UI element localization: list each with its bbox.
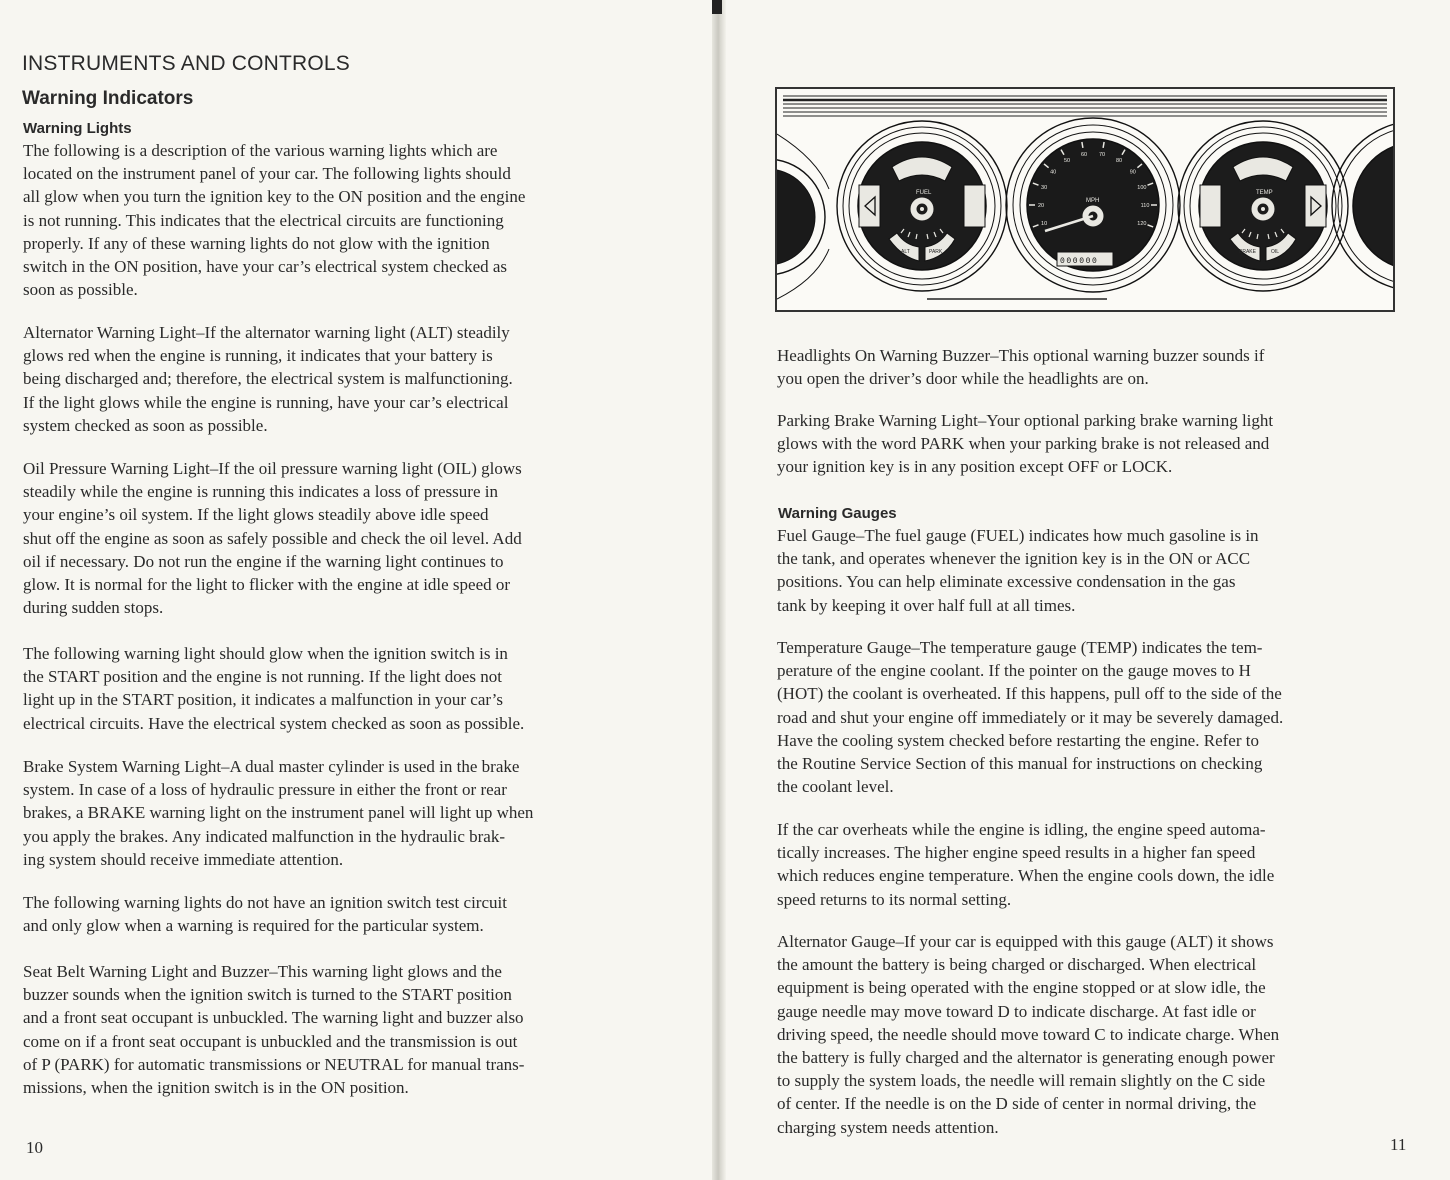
- text-line: The following warning light should glow when the ignition switch is in: [23, 644, 508, 663]
- text-line: Parking Brake Warning Light–Your optional parking brake warning light: [777, 411, 1274, 430]
- text-line: glows red when the engine is running, it indicates that your battery is: [23, 346, 493, 366]
- text-line: your ignition key is in any position except OFF or LOCK.: [777, 457, 1173, 477]
- text-line: brakes, a BRAKE warning light on the instrument panel will light up when: [23, 803, 534, 823]
- text-line: of center. If the needle is on the D side of center in normal driving, the: [777, 1094, 1257, 1114]
- text-line: charging system needs attention.: [777, 1117, 999, 1137]
- text-line: If the light glows while the engine is running, have your car’s electrical: [23, 392, 509, 412]
- section-title: INSTRUMENTS AND CONTROLS: [22, 52, 350, 75]
- text-line: of P (PARK) for automatic transmissions or NEUTRAL for manual trans-: [23, 1054, 525, 1074]
- text-line: and only glow when a warning is required for the particular system.: [23, 916, 484, 936]
- text-line: which reduces engine temperature. When the engine cools down, the idle: [777, 866, 1275, 886]
- text-line: glow. It is normal for the light to flicker with the engine at idle speed or: [23, 575, 511, 595]
- text-line: the START position and the engine is not running. If the light does not: [23, 667, 502, 687]
- oil-label: OIL: [1271, 249, 1280, 255]
- odometer: 000000: [1060, 257, 1099, 266]
- paragraph-alternator-gauge: [777, 930, 1279, 1139]
- speed-tick-label: 90: [1129, 169, 1136, 176]
- left-page: [0, 0, 715, 1180]
- text-line: Fuel Gauge–The fuel gauge (FUEL) indicates how much gasoline is in: [777, 526, 1259, 545]
- text-line: driving speed, the needle should move toward C to indicate charge. When: [777, 1024, 1280, 1044]
- paragraph-headlights-buzzer: [777, 344, 1264, 390]
- text-line: the amount the battery is being charged or discharged. When electrical: [777, 955, 1257, 975]
- text-line: is not running. This indicates that the electrical circuits are functioning: [23, 210, 504, 230]
- text-line: come on if a front seat occupant is unbuckled and the transmission is out: [23, 1031, 518, 1051]
- text-line: tank by keeping it over half full at all times.: [777, 595, 1076, 615]
- text-line: your engine’s oil system. If the light glows steadily above idle speed: [23, 505, 489, 525]
- paragraph-parking-brake: [777, 409, 1273, 479]
- paragraph-intro: [23, 139, 525, 301]
- text-line: missions, when the ignition switch is in the ON position.: [23, 1078, 409, 1098]
- text-line: The following warning lights do not have an ignition switch test circuit: [23, 893, 507, 912]
- brake-label: BRAKE: [1239, 249, 1256, 255]
- text-line: light up in the START position, it indicates a malfunction in your car’s: [23, 690, 504, 710]
- text-line: the tank, and operates whenever the ignition key is in the ON or ACC: [777, 549, 1251, 569]
- text-line: electrical circuits. Have the electrical system checked as soon as possible.: [23, 713, 525, 733]
- text-line: Oil Pressure Warning Light–If the oil pressure warning light (OIL) glows: [23, 459, 522, 478]
- paragraph-oil-pressure-light: [23, 457, 522, 619]
- paragraph-temperature-gauge: [777, 636, 1283, 798]
- text-line: ing system should receive immediate attention.: [23, 849, 344, 869]
- speed-tick-label: 70: [1098, 151, 1106, 158]
- speed-tick-label: 10: [1041, 220, 1048, 227]
- gutter-shadow: [712, 0, 722, 14]
- text-line: located on the instrument panel of your car. The following lights should: [23, 164, 511, 184]
- text-line: perature of the engine coolant. If the pointer on the gauge moves to H: [777, 661, 1251, 681]
- speed-tick-label: 100: [1137, 185, 1147, 192]
- text-line: during sudden stops.: [23, 598, 164, 618]
- text-line: buzzer sounds when the ignition switch is turned to the START position: [23, 985, 512, 1005]
- text-line: oil if necessary. Do not run the engine if the warning light continues to: [23, 551, 504, 571]
- paragraph-start-position: [23, 642, 524, 735]
- temp-label: TEMP: [1256, 190, 1273, 196]
- text-line: speed returns to its normal setting.: [777, 889, 1012, 909]
- text-line: Have the cooling system checked before restarting the engine. Refer to: [777, 730, 1259, 750]
- text-line: gauge needle may move toward D to indicate discharge. At fast idle or: [777, 1001, 1256, 1021]
- text-line: being discharged and; therefore, the electrical system is malfunctioning.: [23, 369, 513, 389]
- text-line: Temperature Gauge–The temperature gauge (TEMP) indicates the tem-: [777, 638, 1263, 657]
- speed-tick-label: 30: [1041, 185, 1048, 192]
- paragraph-seat-belt: [23, 960, 524, 1099]
- text-line: Alternator Warning Light–If the alternator warning light (ALT) steadily: [23, 323, 510, 342]
- page-number-right: 11: [1390, 1135, 1407, 1154]
- paragraph-overheat-idle: [777, 818, 1274, 911]
- text-line: road and shut your engine off immediately or it may be severely damaged.: [777, 707, 1284, 727]
- right-page: [722, 0, 1450, 1180]
- alt-label: ALT: [901, 249, 910, 255]
- text-line: glows with the word PARK when your parking brake is not released and: [777, 434, 1270, 454]
- warning-gauges-heading: Warning Gauges: [778, 505, 897, 522]
- speed-tick-label: 80: [1115, 158, 1123, 164]
- text-line: the coolant level.: [777, 777, 894, 797]
- text-line: positions. You can help eliminate excessive condensation in the gas: [777, 572, 1236, 592]
- page-number-left: 10: [26, 1138, 43, 1157]
- text-line: all glow when you turn the ignition key to the ON position and the engine: [23, 187, 526, 207]
- text-line: steadily while the engine is running this indicates a loss of pressure in: [23, 482, 498, 502]
- text-line: you open the driver’s door while the headlights are on.: [777, 369, 1149, 389]
- text-line: you apply the brakes. Any indicated malfunction in the hydraulic brak-: [23, 826, 506, 846]
- text-line: (HOT) the coolant is overheated. If this happens, pull off to the side of the: [777, 684, 1282, 704]
- text-line: switch in the ON position, have your car’s electrical system checked as: [23, 257, 508, 277]
- paragraph-alternator-light: [23, 321, 513, 437]
- subsection-title: Warning Indicators: [22, 88, 194, 109]
- text-line: The following is a description of the various warning lights which are: [23, 141, 498, 160]
- text-line: shut off the engine as soon as safely possible and check the oil level. Add: [23, 528, 522, 548]
- text-line: the Routine Service Section of this manual for instructions on checking: [777, 754, 1263, 774]
- speed-tick-label: 120: [1137, 220, 1147, 227]
- text-line: and a front seat occupant is unbuckled. The warning light and buzzer also: [23, 1008, 524, 1028]
- text-line: Seat Belt Warning Light and Buzzer–This warning light glows and the: [23, 962, 502, 981]
- text-line: Brake System Warning Light–A dual master cylinder is used in the brake: [23, 757, 520, 776]
- text-line: Alternator Gauge–If your car is equipped with this gauge (ALT) it shows: [777, 932, 1274, 951]
- warning-lights-heading: Warning Lights: [23, 120, 132, 137]
- text-line: equipment is being operated with the engine stopped or at slow idle, the: [777, 978, 1266, 998]
- mph-label: MPH: [1086, 198, 1100, 204]
- speed-tick-label: 110: [1140, 203, 1150, 209]
- text-line: tically increases. The higher engine speed results in a higher fan speed: [777, 843, 1256, 863]
- speed-tick-label: 60: [1080, 151, 1088, 158]
- text-line: If the car overheats while the engine is idling, the engine speed automa-: [777, 820, 1266, 839]
- text-line: properly. If any of these warning lights do not glow with the ignition: [23, 233, 490, 253]
- speed-tick-label: 20: [1037, 203, 1045, 209]
- text-line: system checked as soon as possible.: [23, 415, 268, 435]
- text-line: to supply the system loads, the needle will remain slightly on the C side: [777, 1071, 1266, 1091]
- text-line: the battery is fully charged and the alternator is generating enough power: [777, 1048, 1275, 1068]
- paragraph-no-test-circuit: [23, 891, 507, 937]
- paragraph-fuel-gauge: [777, 524, 1259, 617]
- text-line: soon as possible.: [23, 280, 138, 300]
- paragraph-brake-system-light: [23, 755, 533, 871]
- park-label: PARK: [929, 249, 943, 255]
- text-line: system. In case of a loss of hydraulic pressure in either the front or rear: [23, 780, 507, 800]
- speed-tick-label: 50: [1063, 158, 1071, 164]
- text-line: Headlights On Warning Buzzer–This optional warning buzzer sounds if: [777, 346, 1265, 365]
- fuel-label: FUEL: [916, 190, 932, 196]
- speed-tick-label: 40: [1050, 169, 1057, 176]
